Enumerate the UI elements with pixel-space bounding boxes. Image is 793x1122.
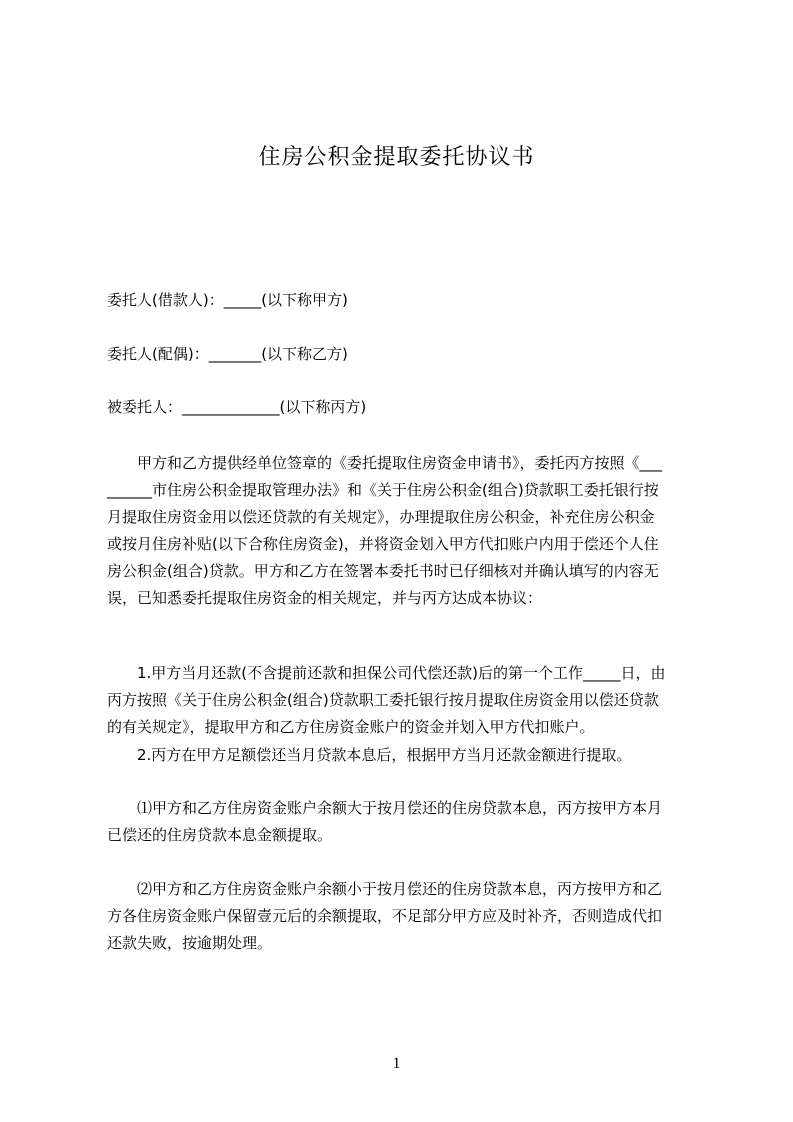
intro-paragraph	[107, 450, 699, 612]
clause-1	[107, 660, 699, 741]
paragraph-line: 方各住房资金账户保留壹元后的余额提取，不足部分甲方应及时补齐，否则造成代扣	[107, 907, 663, 925]
paragraph-line: 2.丙方在甲方足额偿还当月贷款本息后，根据甲方当月还款金额进行提取。	[107, 746, 632, 764]
paragraph-line: 的有关规定》，提取甲方和乙方住房资金账户的资金并划入甲方代扣账户。	[107, 718, 595, 736]
paragraph-line: ______市住房公积金提取管理办法》和《关于住房公积金(组合)贷款职工委托银行按	[107, 481, 659, 499]
paragraph-line: 甲方和乙方提供经单位签章的《委托提取住房资金申请书》，委托丙方按照《___	[107, 454, 663, 472]
paragraph-line: 或按月住房补贴(以下合称住房资金)，并将资金划入甲方代扣账户内用于偿还个人住	[107, 535, 659, 553]
paragraph-line: 还款失败，按逾期处理。	[107, 934, 273, 952]
clause-2-2	[107, 876, 699, 957]
paragraph-line: 误，已知悉委托提取住房资金的相关规定，并与丙方达成本协议：	[107, 589, 543, 607]
document-title: 住房公积金提取委托协议书	[258, 145, 535, 170]
clause-2-1	[107, 795, 699, 849]
party-a-line: 委托人(借款人)：_____(以下称甲方)	[107, 291, 348, 309]
paragraph-line: 已偿还的住房贷款本息金额提取。	[107, 826, 333, 844]
clause-2	[107, 742, 699, 769]
paragraph-line: 丙方按照《关于住房公积金(组合)贷款职工委托银行按月提取住房资金用以偿还贷款	[107, 691, 659, 709]
paragraph-line: 月提取住房资金用以偿还贷款的有关规定》，办理提取住房公积金，补充住房公积金	[107, 508, 655, 526]
party-c-line: 被委托人：_____________(以下称丙方)	[107, 398, 367, 416]
page-number: 1	[392, 1055, 401, 1072]
paragraph-line: ⑴甲方和乙方住房资金账户余额大于按月偿还的住房贷款本息，丙方按甲方本月	[107, 799, 663, 817]
party-b-line: 委托人(配偶)：_______(以下称乙方)	[107, 345, 348, 363]
paragraph-line: ⑵甲方和乙方住房资金账户余额小于按月偿还的住房贷款本息，丙方按甲方和乙	[107, 880, 663, 898]
paragraph-line: 房公积金(组合)贷款。甲方和乙方在签署本委托书时已仔细核对并确认填写的内容无	[107, 562, 659, 580]
paragraph-line: 1.甲方当月还款(不含提前还款和担保公司代偿还款)后的第一个工作_____日，由	[107, 664, 666, 682]
